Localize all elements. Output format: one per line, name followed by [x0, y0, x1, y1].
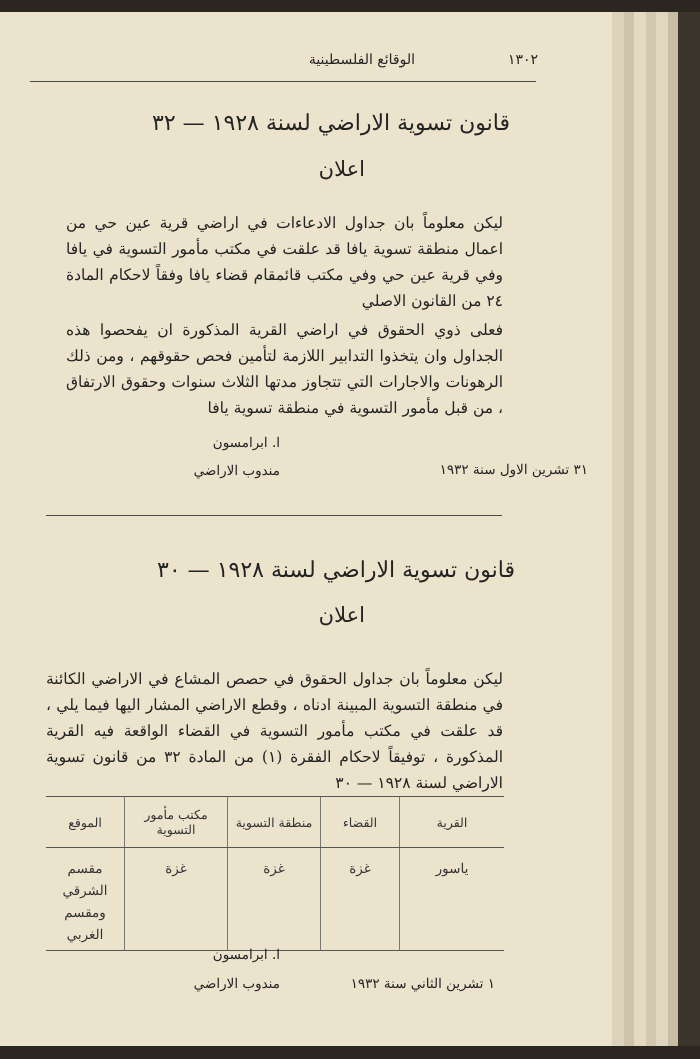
notice2-law-title: قانون تسوية الاراضي لسنة ١٩٢٨ — ٣٠: [157, 558, 515, 583]
page-edge: [624, 12, 634, 1046]
col-header-settlement-area: منطقة التسوية: [228, 797, 321, 848]
notice1-signatory-title: مندوب الاراضي: [193, 463, 280, 479]
col-header-district: القضاء: [321, 797, 400, 848]
notice2-paragraph: ليكن معلوماً بان جداول الحقوق في حصص المشاع في الاراضي الكائنة في منطقة التسوية المبينة ادناه ، وقطع الاراضي المشار اليها فيما يلي ، قد علقت في مكتب مأمور التسوية في القضاء الواقعة فيه القرية المذكورة ، توفيقاً لاحكام الفقرة (١) من المادة ٣٢ من قانون تسوية الاراضي لسنة ١٩٢٨ — ٣٠: [46, 670, 504, 792]
col-header-village: القرية: [400, 797, 505, 848]
page-edge: [612, 12, 624, 1046]
notice1-paragraph1: ليكن معلوماً بان جداول الادعاءات في اراضي قرية عين حي من اعمال منطقة تسوية يافا قد علقت في مكتب مأمور التسوية في يافا وفي قرية عين حي وفي مكتب قائمقام قضاء يافا وفقاً لاحكام المادة ٢٤ من القانون الاصلي: [66, 214, 503, 310]
col-header-office: مكتب مأمور التسوية: [125, 797, 228, 848]
notice2-date: ١ تشرين الثاني سنة ١٩٣٢: [350, 976, 495, 992]
notice1-signatory: ا. ابرامسون: [212, 435, 280, 451]
location-line1: مقسم الشرقي: [62, 861, 108, 899]
notice1-law-title: قانون تسوية الاراضي لسنة ١٩٢٨ — ٣٢: [152, 111, 510, 136]
page-edge: [634, 12, 646, 1046]
page-number: ١٣٠٢: [507, 52, 538, 68]
cell-village: ياسور: [400, 848, 505, 951]
notice2-signatory: ا. ابرامسون: [212, 947, 280, 963]
notice2-heading: اعلان: [318, 603, 365, 627]
section-divider: [46, 515, 502, 516]
page-edge: [656, 12, 668, 1046]
col-header-location: الموقع: [46, 797, 125, 848]
cell-district: غزة: [321, 848, 400, 951]
settlement-schedule-table: [46, 796, 504, 951]
table-header-row: [46, 797, 504, 848]
header-rule: [30, 81, 536, 82]
cell-location: [46, 848, 125, 951]
notice2-signatory-title: مندوب الاراضي: [193, 976, 280, 992]
journal-title: الوقائع الفلسطينية: [308, 52, 415, 68]
book-spine-shadow: [678, 12, 700, 1046]
page-edge: [668, 12, 678, 1046]
notice1-paragraph2: فعلى ذوي الحقوق في اراضي القرية المذكورة ان يفحصوا هذه الجداول وان يتخذوا التدابير اللازمة لتأمين فحص حقوقهم ، ومن ذلك الرهونات والاجارات التي تتجاوز مدتها الثلاث سنوات وحقوق الارتفاق ، من قبل مأمور التسوية في منطقة تسوية يافا: [66, 321, 503, 417]
cell-office: غزة: [125, 848, 228, 951]
notice1-heading: اعلان: [318, 157, 365, 181]
notice1-date: ٣١ تشرين الاول سنة ١٩٣٢: [439, 462, 588, 478]
location-line2: ومقسم الغربي: [64, 905, 106, 943]
cell-settlement-area: غزة: [228, 848, 321, 951]
table-row: [46, 848, 504, 951]
page-edge: [646, 12, 656, 1046]
